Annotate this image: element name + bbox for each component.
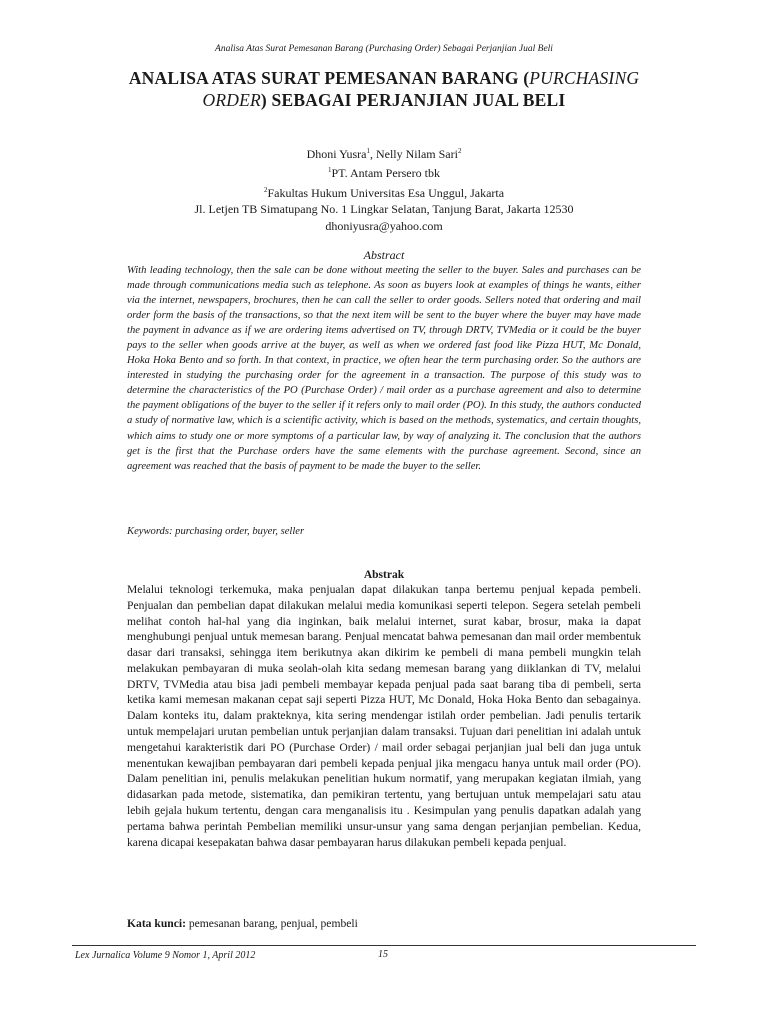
affiliation-2 bbox=[0, 182, 768, 201]
footer-divider bbox=[72, 945, 696, 946]
affil-1-sup: 1 bbox=[328, 166, 332, 175]
affiliation-1 bbox=[0, 162, 768, 181]
author-block bbox=[0, 143, 768, 234]
footer-journal: Lex Jurnalica Volume 9 Nomor 1, April 2012 bbox=[75, 950, 256, 961]
abstract-body-en: With leading technology, then the sale can be done without meeting the seller to the buyer. Sales and purchases can be made through communications media such as telephone. As soon as buyers look at examples of things he wants, either via the internet, newspapers, brochures, then he can call the seller to order goods. Sellers noted that ordering and mail order form the basis of the transactions, so that the next item will be sent to the buyer where the buyer may have made the payment in advance as if we are ordering items advertised on TV, through DRTV, TVMedia or it could be the buyer pays to the seller when goods arrive at the buyer, as well as when we ordered fast food like Pizza HUT, Mc Donald, Hoka Hoka Bento and so forth. In that context, in practice, we often hear the term purchasing order. So the authors are interested in studying the purchasing order for the agreement in a transaction. The purpose of this study was to determine the characteristics of the PO (Purchase Order) / mail order as a purchase agreement and also to determine the payment obligations of the buyer to the seller if it refers only to mail order (PO). In this study, the authors conducted a study of normative law, which is a scientific activity, which is based on the methods, systematics, and certain thoughts, which aims to study one or more symptoms of a particular law, by way of analyzing it. The conclusion that the authors get is the first that the Purchase orders have the same elements with the purchase agreement. Second, since an agreement was reached that the basis of payment to be made the buyer to the seller. bbox=[127, 265, 641, 472]
title-part-1: ANALISA ATAS SURAT PEMESANAN BARANG ( bbox=[128, 68, 530, 88]
abstrak-heading: Abstrak bbox=[363, 569, 405, 581]
kata-kunci-label: Kata kunci: bbox=[127, 917, 186, 930]
affil-2-text: Fakultas Hukum Universitas Esa Unggul, Jakarta bbox=[267, 185, 505, 200]
author-2-name: Nelly Nilam Sari bbox=[375, 147, 458, 161]
author-email: dhoniyusra@yahoo.com bbox=[325, 218, 443, 233]
affil-2-sup: 2 bbox=[263, 185, 268, 194]
abstract-heading: Abstract bbox=[363, 248, 405, 262]
author-address: Jl. Letjen TB Simatupang No. 1 Lingkar Selatan, Tanjung Barat, Jakarta 12530 bbox=[194, 202, 574, 217]
author-separator: , bbox=[369, 147, 376, 161]
abstrak-body-id: Melalui teknologi terkemuka, maka penjualan dapat dilakukan tanpa bertemu penjual kepada pembeli. Penjualan dan pembelian dapat dilakukan melalui media komunikasi seperti telepon. Segera setelah pembeli melihat contoh hal-hal yang dia inginkan, baik melalui internet, surat kabar, brosur, maka ia dapat menghubungi penjual untuk memesan barang. Penjual mencatat bahwa pemesanan dan mail order membentuk dasar dari transaksi, sehingga item berikutnya akan dikirim ke pembeli di mana pembeli mungkin telah melakukan pembayaran di muka seolah-olah kita sedang memesan barang yang diiklankan di TV, melalui DRTV, TVMedia atau bisa jadi pembeli membayar kepada penjual pada saat barang tiba di pembeli, serta ketika kami memesan makanan cepat saji seperti Pizza HUT, Mc Donald, Hoka Hoka Bento dan sebagainya. Dalam konteks itu, dalam prakteknya, kita sering mendengar istilah order pembelian. Jadi penulis tertarik untuk mempelajari urutan pembelian untuk perjanjian dalam transaksi. Tujuan dari penelitian ini adalah untuk mengetahui karakteristik dari PO (Purchase Order) / mail order sebagai perjanjian jual beli dan juga untuk menentukan kewajiban pembayaran dari pembeli kepada penjual jika mengacu hanya untuk mail order (PO). Dalam penelitian ini, penulis melakukan penelitian hukum normatif, yang merupakan kegiatan ilmiah, yang didasarkan pada metode, sistematika, dan pemikiran tertentu, yang bertujuan untuk mempelajari satu atau lebih gejala hukum tertentu, dengan cara menganalisis itu . Kesimpulan yang penulis dapatkan adalah yang pertama bahwa perintah Pembelian memiliki unsur-unsur yang sama dengan perjanjian pembelian. Kedua, karena dicapai kesepakatan bahwa dasar pembayaran harus dilakukan pembeli kepada penjual. bbox=[127, 583, 641, 849]
author-1-name: Dhoni Yusra bbox=[306, 147, 367, 161]
author-2-sup: 2 bbox=[457, 147, 462, 155]
title-italic: PURCHASING ORDER bbox=[202, 68, 640, 110]
page-number: 15 bbox=[378, 949, 388, 960]
author-1-sup: 1 bbox=[366, 147, 370, 155]
keywords-en: Keywords: purchasing order, buyer, seller bbox=[127, 526, 305, 537]
running-header: Analisa Atas Surat Pemesanan Barang (Purchasing Order) Sebagai Perjanjian Jual Beli bbox=[215, 44, 553, 54]
title-part-2: ) SEBAGAI PERJANJIAN JUAL BELI bbox=[260, 90, 566, 110]
paper-title bbox=[100, 67, 668, 111]
kata-kunci bbox=[127, 917, 641, 930]
kata-kunci-values: pemesanan barang, penjual, pembeli bbox=[185, 917, 358, 930]
author-names bbox=[0, 143, 768, 162]
affil-1-text: PT. Antam Persero tbk bbox=[331, 166, 440, 181]
